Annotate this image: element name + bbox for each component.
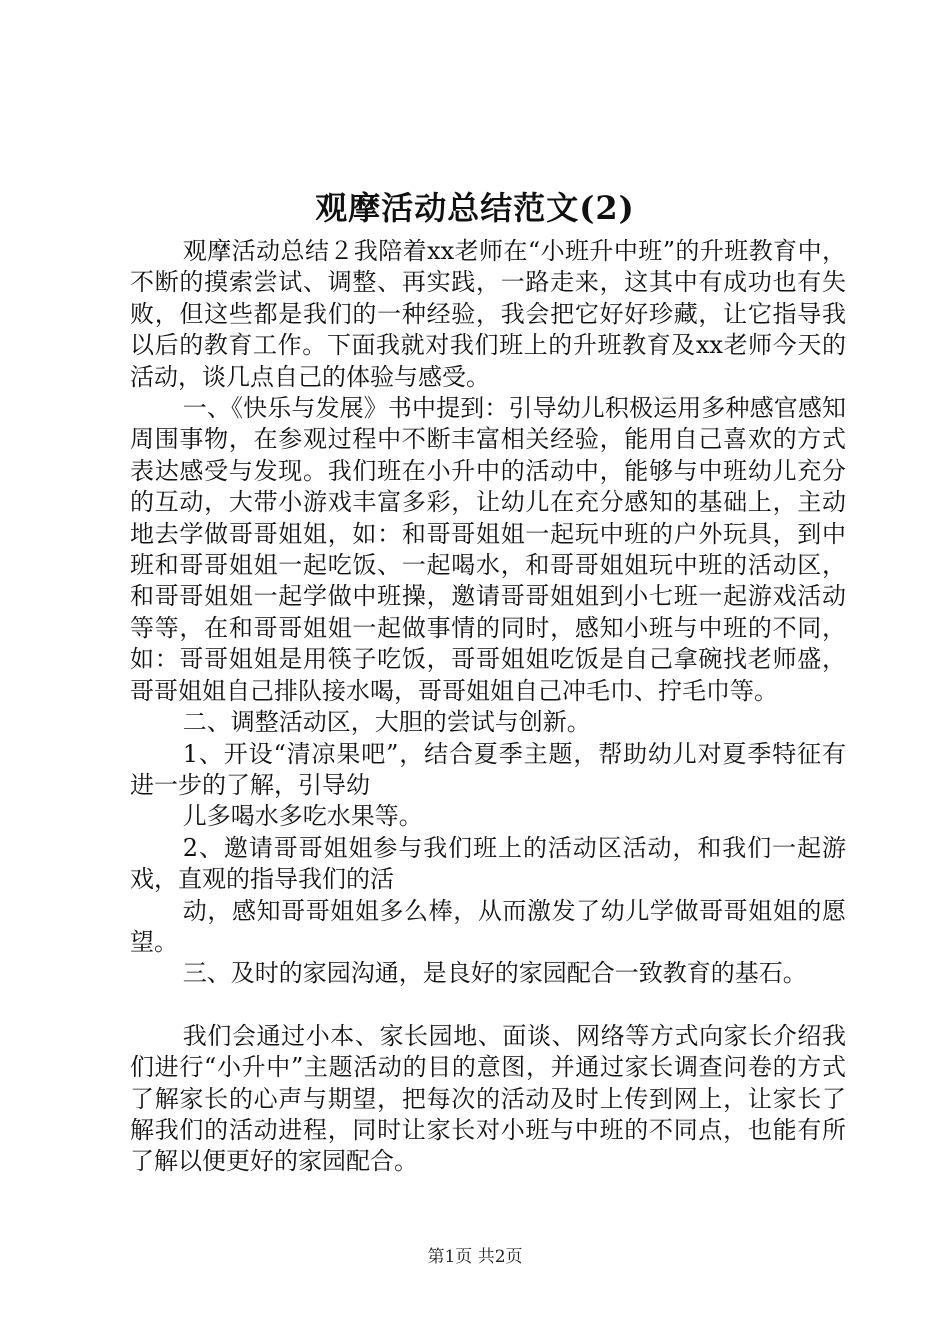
paragraph-section-3-body: 我们会通过小本、家长园地、面谈、网络等方式向家长介绍我们进行“小升中”主题活动的目的意图，并通过家长调查问卷的方式了解家长的心声与期望，把每次的活动及时上传到网上，让家长了解我们的活动进程，同时让家长对小班与中班的不同点，也能有所了解以便更好的家园配合。 [130, 1021, 846, 1176]
document-title: 观摩活动总结范文(2) [315, 189, 635, 227]
paragraph-section-3-heading: 三、及时的家园沟通，是良好的家园配合一致教育的基石。 [182, 959, 807, 988]
paragraph-item-1: 1、开设“清凉果吧”，结合夏季主题，帮助幼儿对夏季特征有进一步的了解，引导幼 [130, 739, 846, 799]
paragraph-gap [130, 990, 846, 1021]
page-footer: 第1页 共2页 [427, 1247, 523, 1267]
paragraph-section-1: 一、《快乐与发展》书中提到：引导幼儿积极运用多种感官感知周围事物，在参观过程中不断丰富相关经验，能用自己喜欢的方式表达感受与发现。我们班在小升中的活动中，能够与中班幼儿充分的互动，大带小游戏丰富多彩，让幼儿在充分感知的基础上，主动地去学做哥哥姐姐，如：和哥哥姐姐一起玩中班的户外玩具，到中班和哥哥姐姐一起吃饭、一起喝水，和哥哥姐姐玩中班的活动区，和哥哥姐姐一起学做中班操，邀请哥哥姐姐到小七班一起游戏活动等等，在和哥哥姐姐一起做事情的同时，感知小班与中班的不同，如：哥哥姐姐是用筷子吃饭，哥哥姐姐吃饭是自己拿碗找老师盛，哥哥姐姐自己排队接水喝，哥哥姐姐自己冲毛巾、拧毛巾等。 [130, 394, 846, 705]
paragraph-item-2-continued: 动，感知哥哥姐姐多么棒，从而激发了幼儿学做哥哥姐姐的愿望。 [130, 896, 846, 956]
paragraph-intro: 观摩活动总结２我陪着xx老师在“小班升中班”的升班教育中，不断的摸索尝试、调整、再实践，一路走来，这其中有成功也有失败，但这些都是我们的一种经验，我会把它好好珍藏，让它指导我以后的教育工作。下面我就对我们班上的升班教育及xx老师今天的活动，谈几点自己的体验与感受。 [130, 237, 846, 391]
paragraph-item-1-continued: 儿多喝水多吃水果等。 [182, 802, 423, 831]
document-body [130, 236, 846, 1178]
paragraph-section-2-heading: 二、调整活动区，大胆的尝试与创新。 [182, 708, 591, 737]
paragraph-item-2: 2、邀请哥哥姐姐参与我们班上的活动区活动，和我们一起游戏，直观的指导我们的活 [130, 833, 846, 894]
